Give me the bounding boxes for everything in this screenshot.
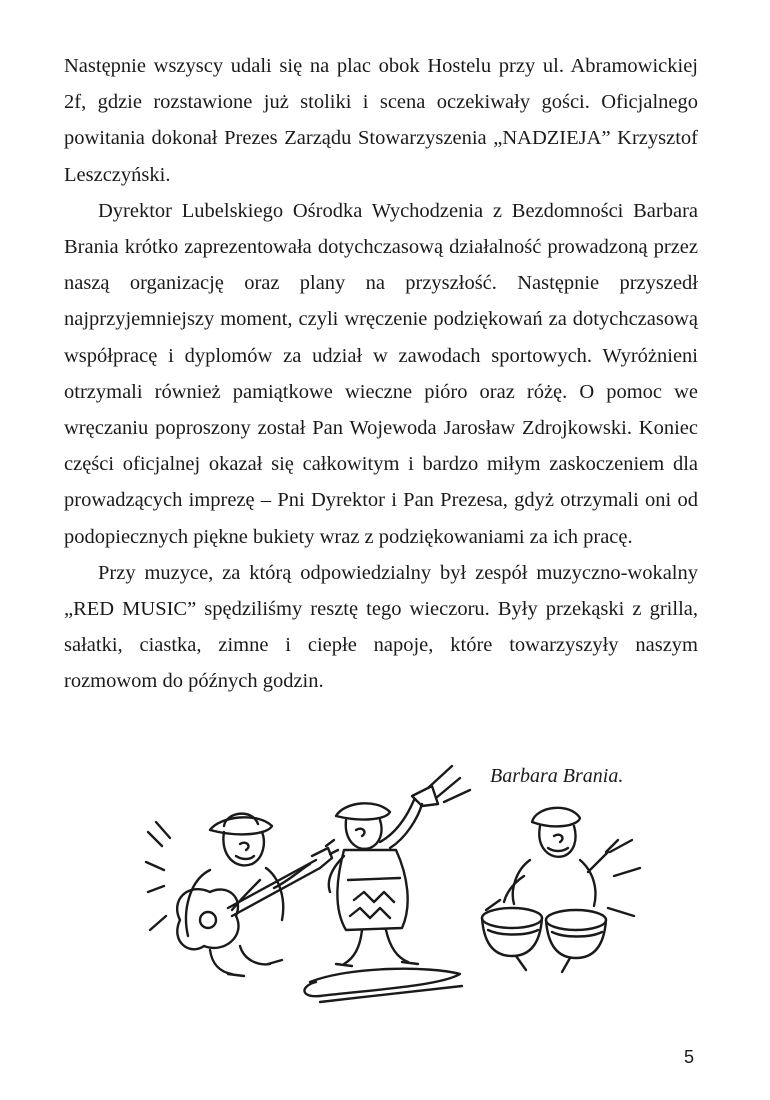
paragraph-1: Następnie wszyscy udali się na plac obok Hostelu przy ul. Abramowickiej 2f, gdzie rozstawione już stoliki i scena oczekiwały gości. Oficjalnego powitania dokonał Prezes Zarządu Stowarzyszenia „NADZIEJA” Krzysztof Leszczyński.	[64, 55, 698, 186]
author-signature: Barbara Brania.	[490, 765, 624, 787]
singer-figure	[304, 786, 462, 1002]
guitarist-figure	[177, 814, 338, 976]
article-body	[64, 48, 698, 700]
paragraph-2: Dyrektor Lubelskiego Ośrodka Wychodzenia z Bezdomności Barbara Brania krótko zaprezentowała dotychczasową działalność prowadzoną przez naszą organizację oraz plany na przyszłość. Następnie przyszedł najprzyjemniejszy moment, czyli wręczenie podziękowań za dotychczasową współpracę i dyplomów za udział w zawodach sportowych. Wyróżnieni otrzymali również pamiątkowe wieczne pióro oraz różę. O pomoc we wręczaniu poproszony został Pan Wojewoda Jarosław Zdrojkowski. Koniec części oficjalnej okazał się całkowitym i bardzo miłym zaskoczeniem dla prowadzących imprezę – Pni Dyrektor i Pan Prezesa, gdyż otrzymali oni od podopiecznych piękne bukiety wraz z podziękowaniami za ich pracę.	[64, 199, 698, 548]
band-illustration	[140, 760, 660, 1010]
drummer-figure	[482, 808, 618, 972]
paragraph-3: Przy muzyce, za którą odpowiedzialny był zespół muzyczno-wokalny „RED MUSIC” spędziliśmy resztę tego wieczoru. Były przekąski z grilla, sałatki, ciastka, zimne i ciepłe napoje, które towarzyszyły naszym rozmowom do późnych godzin.	[64, 561, 698, 693]
page-number: 5	[683, 1047, 694, 1067]
